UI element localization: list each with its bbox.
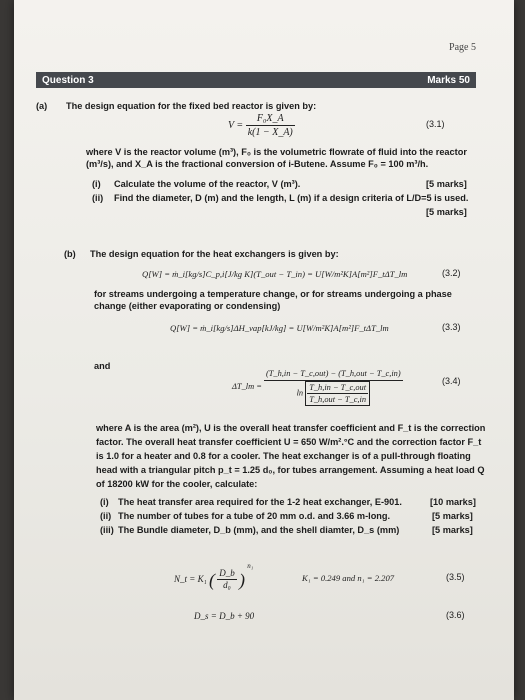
part-b-text-1: for streams undergoing a temperature change, or for streams undergoing a phase xyxy=(94,289,452,299)
part-a-q2-number: (ii) xyxy=(92,193,104,203)
part-a-intro: The design equation for the fixed bed reactor is given by: xyxy=(66,101,317,111)
part-b-where-2: factor. The overall heat transfer coefficient U = 650 W/m².°C and the correction factor F_t xyxy=(96,437,482,447)
eq-3-4-number: (3.4) xyxy=(442,376,461,386)
eq-3-5-denominator: d₀ xyxy=(223,580,231,591)
eq-3-5-lhs: N_t = K₁ xyxy=(174,574,207,584)
equation-3-3: Q[W] = ṁ_i[kg/s]ΔH_vap[kJ/kg] = U[W/m²K]A[m²]F_tΔT_lm xyxy=(170,323,389,333)
part-a-q1-text: Calculate the volume of the reactor, V (m³). xyxy=(114,179,301,189)
eq-3-5-numerator: D_b xyxy=(219,568,235,579)
part-a-q1-marks: [5 marks] xyxy=(426,179,467,189)
part-b-where-3: is 1.0 for a heater and 0.8 for a cooler. The heat exchanger is of a pull-through floating xyxy=(96,451,471,461)
question-marks: Marks 50 xyxy=(427,75,470,86)
part-a-label: (a) xyxy=(36,101,48,111)
part-b-s2-marks: [5 marks] xyxy=(432,511,473,521)
eq-3-5-close-paren: ) xyxy=(238,569,245,590)
part-b-where-5: of 18200 kW for the cooler, calculate: xyxy=(96,479,258,489)
eq-3-1-number: (3.1) xyxy=(426,119,445,129)
eq-3-1-numerator: F₀X_A xyxy=(246,112,295,126)
part-b-s2-text: The number of tubes for a tube of 20 mm o.d. and 3.66 m-long. xyxy=(118,511,391,521)
eq-3-4-numerator: (T_h,in − T_c,out) − (T_h,out − T_c,in) xyxy=(264,368,403,381)
part-b-where-1: where A is the area (m²), U is the overall heat transfer coefficient and F_t is the correction xyxy=(96,423,486,433)
part-b-text-2: change (either evaporating or condensing) xyxy=(94,301,281,311)
eq-3-4-lhs: ΔT_lm = xyxy=(232,381,262,391)
eq-3-5-exponent: n₁ xyxy=(247,562,254,570)
part-b-s1-number: (i) xyxy=(100,497,109,507)
part-a-where-1: where V is the reactor volume (m³), F₀ is the volumetric flowrate of fluid into the reactor xyxy=(86,147,467,157)
part-a-q2-marks: [5 marks] xyxy=(426,207,467,217)
eq-3-5-fraction xyxy=(217,568,237,591)
part-b-label: (b) xyxy=(64,249,76,259)
eq-3-2-number: (3.2) xyxy=(442,268,461,278)
part-a-where-2: (m³/s), and X_A is the fractional conversion of i-Butene. Assume F₀ = 100 m³/h. xyxy=(86,159,429,169)
page-number: Page 5 xyxy=(449,42,476,53)
exam-page xyxy=(14,0,514,700)
eq-3-6-number: (3.6) xyxy=(446,610,465,620)
part-b-s1-marks: [10 marks] xyxy=(430,497,476,507)
part-b-s2-number: (ii) xyxy=(100,511,112,521)
eq-3-4-log-denominator: T_h,out − T_c,in xyxy=(309,395,367,404)
eq-3-3-number: (3.3) xyxy=(442,322,461,332)
eq-3-1-fraction xyxy=(246,112,295,139)
part-b-where-4: head with a triangular pitch p_t = 1.25 d₀, for tubes arrangement. Assuming a heat load Q xyxy=(96,465,485,475)
part-a-q2-text: Find the diameter, D (m) and the length, L (m) if a design criteria of L/D=5 is used. xyxy=(114,193,469,203)
eq-3-5-number: (3.5) xyxy=(446,572,465,582)
equation-3-4 xyxy=(232,368,403,406)
question-title: Question 3 xyxy=(42,75,94,86)
part-b-s3-text: The Bundle diameter, D_b (mm), and the shell diamter, D_s (mm) xyxy=(118,525,400,535)
eq-3-4-log-argument xyxy=(305,381,370,406)
eq-3-5-open-paren: ( xyxy=(208,569,215,590)
equation-3-2: Q[W] = ṁ_i[kg/s]C_p,i[J/kg K](T_out − T_in) = U[W/m²K]A[m²]F_tΔT_lm xyxy=(142,269,408,279)
eq-3-4-ln: ln xyxy=(296,388,304,398)
equation-3-1 xyxy=(228,112,295,139)
eq-3-4-fraction xyxy=(264,368,403,406)
part-b-s3-number: (iii) xyxy=(100,525,114,535)
eq-3-1-denominator: k(1 − X_A) xyxy=(247,127,293,138)
part-b-s3-marks: [5 marks] xyxy=(432,525,473,535)
eq-3-4-log-numerator: T_h,in − T_c,out xyxy=(309,383,367,392)
question-header-bar xyxy=(36,72,476,88)
eq-3-4-denominator xyxy=(264,381,403,406)
equation-3-6: D_s = D_b + 90 xyxy=(194,611,255,621)
part-a-q1-number: (i) xyxy=(92,179,101,189)
eq-3-5-constants: K₁ = 0.249 and n₁ = 2.207 xyxy=(302,573,395,583)
equation-3-5 xyxy=(174,560,253,591)
part-b-intro: The design equation for the heat exchangers is given by: xyxy=(90,249,339,259)
eq-3-1-lhs: V = xyxy=(228,119,244,131)
part-b-and: and xyxy=(94,361,111,371)
part-b-s1-text: The heat transfer area required for the 1-2 heat exchanger, E-901. xyxy=(118,497,402,507)
